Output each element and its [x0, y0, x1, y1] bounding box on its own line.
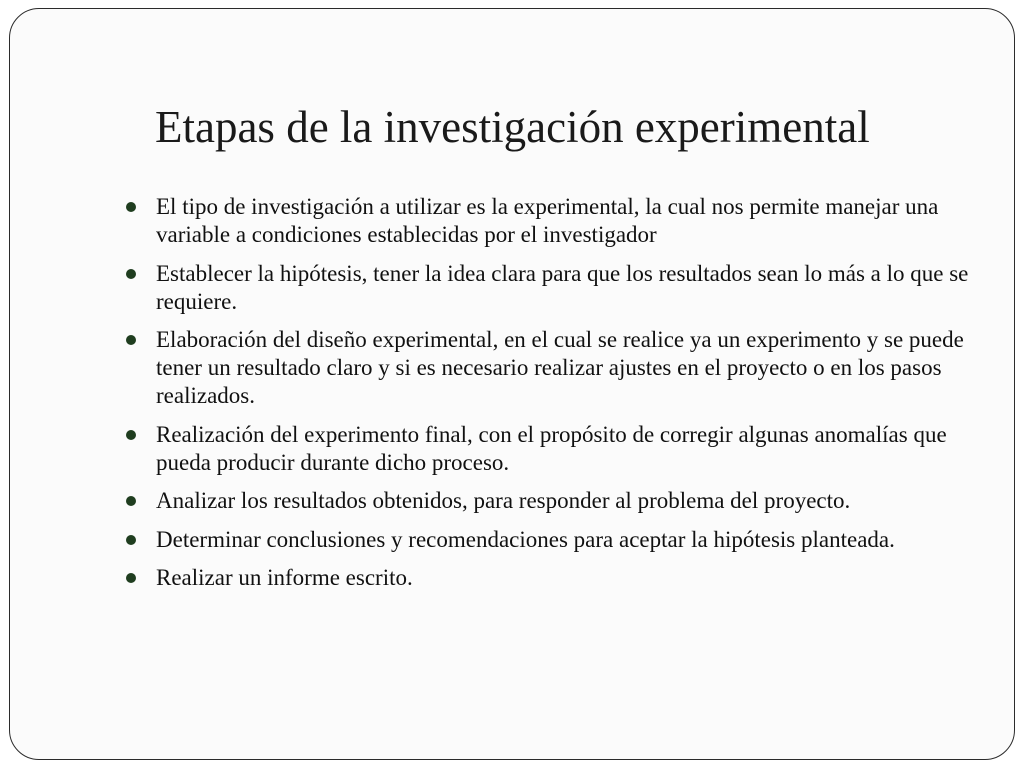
bullet-dot-icon — [126, 269, 136, 279]
slide-frame — [9, 8, 1015, 760]
slide-title: Etapas de la investigación experimental — [155, 102, 870, 152]
bullet-item — [120, 421, 970, 477]
bullet-dot-icon — [126, 496, 136, 506]
bullet-dot-icon — [126, 430, 136, 440]
bullet-dot-icon — [126, 202, 136, 212]
bullet-item — [120, 260, 970, 316]
bullet-text: Realizar un informe escrito. — [156, 565, 413, 590]
bullet-item — [120, 326, 970, 410]
bullet-text: El tipo de investigación a utilizar es la experimental, la cual nos permite manejar una variable a condiciones establecidas por el investigador — [156, 194, 939, 247]
bullet-text: Establecer la hipótesis, tener la idea clara para que los resultados sean lo más a lo que se requiere. — [156, 260, 969, 314]
bullet-item — [120, 564, 970, 592]
bullet-text: Determinar conclusiones y recomendaciones para aceptar la hipótesis planteada. — [156, 526, 895, 552]
bullet-list — [120, 193, 970, 603]
bullet-item — [120, 526, 970, 554]
bullet-item — [120, 193, 970, 249]
bullet-dot-icon — [126, 535, 136, 545]
bullet-text: Analizar los resultados obtenidos, para responder al problema del proyecto. — [156, 488, 851, 513]
bullet-text: Elaboración del diseño experimental, en el cual se realice ya un experimento y se puede tener un resultado claro y si es necesario realizar ajustes en el proyecto o en los pasos realizados. — [156, 327, 964, 408]
bullet-text: Realización del experimento final, con el propósito de corregir algunas anomalías que pueda producir durante dicho proceso. — [156, 421, 947, 475]
bullet-item — [120, 487, 970, 515]
bullet-dot-icon — [126, 335, 136, 345]
bullet-dot-icon — [126, 573, 136, 583]
